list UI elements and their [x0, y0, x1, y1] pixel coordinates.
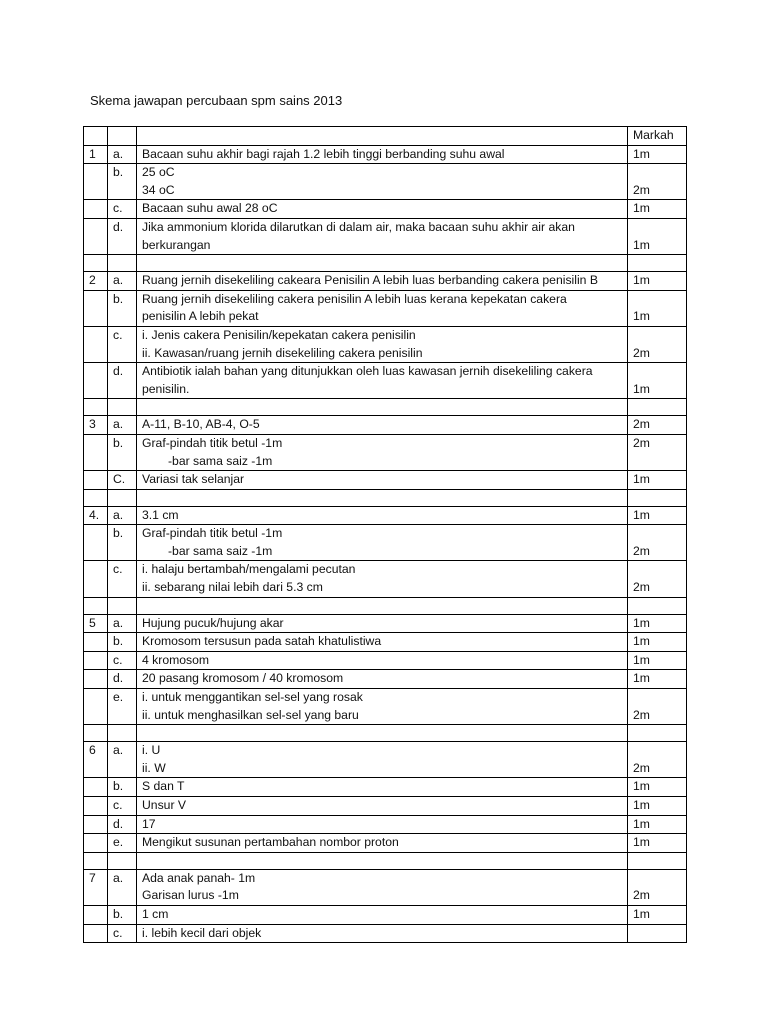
- answer-line: i. lebih kecil dari objek: [142, 925, 262, 940]
- table-row: [84, 164, 687, 200]
- blank-cell: [628, 399, 687, 416]
- sub-question-label: a.: [108, 614, 137, 633]
- question-number: 4.: [84, 506, 108, 525]
- blank-cell: [108, 255, 137, 272]
- answer-cell: [137, 434, 628, 470]
- sub-question-label: a.: [108, 506, 137, 525]
- answer-scheme-body: [84, 127, 687, 943]
- answer-cell: [137, 525, 628, 561]
- answer-line: 4 kromosom: [142, 652, 210, 667]
- answer-line: Hujung pucuk/hujung akar: [142, 615, 284, 630]
- table-row: [84, 778, 687, 797]
- blank-cell: [137, 725, 628, 742]
- question-number: 1: [84, 145, 108, 164]
- answer-line: -bar sama saiz -1m: [168, 453, 273, 468]
- mark-cell: 1m: [628, 670, 687, 689]
- answer-cell: [137, 689, 628, 725]
- answer-scheme-table: [83, 126, 687, 943]
- question-number: [84, 778, 108, 797]
- question-number: 7: [84, 869, 108, 905]
- answer-cell: [137, 326, 628, 362]
- table-row: [84, 326, 687, 362]
- answer-line: ii. untuk menghasilkan sel-sel yang baru: [142, 707, 359, 722]
- answer-line: Bacaan suhu awal 28 oC: [142, 201, 278, 216]
- sub-question-label: a.: [108, 145, 137, 164]
- blank-cell: [108, 852, 137, 869]
- sub-question-label: b.: [108, 778, 137, 797]
- blank-separator-row: [84, 489, 687, 506]
- header-question-number: [84, 127, 108, 146]
- blank-cell: [84, 255, 108, 272]
- blank-cell: [84, 725, 108, 742]
- blank-separator-row: [84, 597, 687, 614]
- blank-cell: [628, 852, 687, 869]
- answer-cell: [137, 218, 628, 254]
- answer-line: Antibiotik ialah bahan yang ditunjukkan oleh luas kawasan jernih disekeliling cakera: [142, 364, 593, 379]
- answer-cell: [137, 290, 628, 326]
- blank-separator-row: [84, 725, 687, 742]
- question-number: [84, 471, 108, 490]
- answer-line: Ada anak panah- 1m: [142, 870, 256, 885]
- answer-cell: [137, 869, 628, 905]
- question-number: [84, 924, 108, 943]
- answer-line: Graf-pindah titik betul -1m: [142, 526, 283, 541]
- mark-cell: 2m: [628, 561, 687, 597]
- mark-cell: 1m: [628, 815, 687, 834]
- blank-cell: [108, 597, 137, 614]
- answer-line: i. Jenis cakera Penisilin/kepekatan cakera penisilin: [142, 327, 416, 342]
- mark-cell: 1m: [628, 797, 687, 816]
- sub-question-label: e.: [108, 834, 137, 853]
- table-row: [84, 689, 687, 725]
- mark-cell: 1m: [628, 218, 687, 254]
- mark-cell: 1m: [628, 363, 687, 399]
- answer-cell: [137, 815, 628, 834]
- answer-line: Kromosom tersusun pada satah khatulistiwa: [142, 634, 382, 649]
- answer-line: penisilin A lebih pekat: [142, 309, 259, 324]
- table-row: [84, 905, 687, 924]
- mark-cell: 1m: [628, 506, 687, 525]
- sub-question-label: b.: [108, 633, 137, 652]
- answer-line: Jika ammonium klorida dilarutkan di dalam air, maka bacaan suhu akhir air akan: [142, 219, 575, 234]
- blank-cell: [108, 725, 137, 742]
- mark-cell: 1m: [628, 290, 687, 326]
- answer-line: ii. Kawasan/ruang jernih disekeliling cakera penisilin: [142, 345, 423, 360]
- blank-cell: [137, 255, 628, 272]
- sub-question-label: b.: [108, 525, 137, 561]
- question-number: 3: [84, 416, 108, 435]
- table-row: [84, 506, 687, 525]
- blank-cell: [628, 597, 687, 614]
- question-number: [84, 797, 108, 816]
- blank-cell: [628, 255, 687, 272]
- question-number: 5: [84, 614, 108, 633]
- mark-cell: 1m: [628, 471, 687, 490]
- answer-cell: [137, 651, 628, 670]
- mark-cell: 1m: [628, 272, 687, 291]
- blank-cell: [137, 852, 628, 869]
- document-title: Skema jawapan percubaan spm sains 2013: [90, 93, 343, 108]
- answer-cell: [137, 363, 628, 399]
- answer-cell: [137, 506, 628, 525]
- sub-question-label: c.: [108, 561, 137, 597]
- sub-question-label: d.: [108, 218, 137, 254]
- question-number: [84, 834, 108, 853]
- table-row: [84, 651, 687, 670]
- mark-cell: 1m: [628, 778, 687, 797]
- mark-cell: 2m: [628, 434, 687, 470]
- sub-question-label: d.: [108, 815, 137, 834]
- answer-line: Bacaan suhu akhir bagi rajah 1.2 lebih tinggi berbanding suhu awal: [142, 146, 505, 161]
- table-row: [84, 416, 687, 435]
- sub-question-label: c.: [108, 326, 137, 362]
- blank-cell: [84, 399, 108, 416]
- answer-line: 34 oC: [142, 182, 175, 197]
- sub-question-label: c.: [108, 651, 137, 670]
- table-row: [84, 815, 687, 834]
- answer-line: 17: [142, 816, 156, 831]
- sub-question-label: c.: [108, 200, 137, 219]
- header-mark: Markah: [628, 127, 687, 146]
- question-number: [84, 633, 108, 652]
- table-row: [84, 924, 687, 943]
- blank-cell: [137, 489, 628, 506]
- answer-line: berkurangan: [142, 237, 211, 252]
- table-row: [84, 614, 687, 633]
- blank-cell: [137, 597, 628, 614]
- sub-question-label: d.: [108, 670, 137, 689]
- sub-question-label: e.: [108, 689, 137, 725]
- table-row: [84, 834, 687, 853]
- blank-cell: [137, 399, 628, 416]
- answer-cell: [137, 614, 628, 633]
- sub-question-label: a.: [108, 416, 137, 435]
- answer-cell: [137, 742, 628, 778]
- mark-cell: 2m: [628, 742, 687, 778]
- answer-cell: [137, 633, 628, 652]
- table-row: [84, 633, 687, 652]
- blank-separator-row: [84, 852, 687, 869]
- table-row: [84, 200, 687, 219]
- table-row: [84, 218, 687, 254]
- answer-line: Ruang jernih disekeliling cakeara Penisilin A lebih luas berbanding cakera penisilin B: [142, 273, 598, 288]
- mark-cell: 1m: [628, 633, 687, 652]
- question-number: [84, 561, 108, 597]
- answer-line: 25 oC: [142, 165, 175, 180]
- blank-cell: [84, 852, 108, 869]
- table-row: [84, 363, 687, 399]
- question-number: [84, 651, 108, 670]
- answer-line: 3.1 cm: [142, 507, 179, 522]
- mark-cell: 2m: [628, 416, 687, 435]
- sub-question-label: d.: [108, 363, 137, 399]
- table-row: [84, 742, 687, 778]
- answer-line: Graf-pindah titik betul -1m: [142, 435, 283, 450]
- answer-cell: [137, 905, 628, 924]
- question-number: [84, 689, 108, 725]
- mark-cell: 1m: [628, 614, 687, 633]
- answer-cell: [137, 834, 628, 853]
- mark-cell: 1m: [628, 145, 687, 164]
- mark-cell: 2m: [628, 689, 687, 725]
- answer-line: -bar sama saiz -1m: [168, 543, 273, 558]
- blank-cell: [628, 725, 687, 742]
- table-row: [84, 869, 687, 905]
- answer-cell: [137, 471, 628, 490]
- blank-cell: [628, 489, 687, 506]
- table-row: [84, 561, 687, 597]
- answer-line: i. U: [142, 743, 161, 758]
- table-row: [84, 272, 687, 291]
- answer-cell: [137, 272, 628, 291]
- question-number: 2: [84, 272, 108, 291]
- answer-line: ii. W: [142, 760, 166, 775]
- table-row: [84, 670, 687, 689]
- answer-cell: [137, 164, 628, 200]
- table-row: [84, 145, 687, 164]
- answer-line: penisilin.: [142, 381, 190, 396]
- answer-cell: [137, 778, 628, 797]
- question-number: [84, 434, 108, 470]
- sub-question-label: a.: [108, 272, 137, 291]
- blank-cell: [84, 597, 108, 614]
- answer-cell: [137, 670, 628, 689]
- mark-cell: 1m: [628, 834, 687, 853]
- sub-question-label: b.: [108, 434, 137, 470]
- sub-question-label: c.: [108, 797, 137, 816]
- sub-question-label: b.: [108, 290, 137, 326]
- mark-cell: [628, 924, 687, 943]
- answer-line: S dan T: [142, 779, 185, 794]
- answer-cell: [137, 416, 628, 435]
- answer-line: ii. sebarang nilai lebih dari 5.3 cm: [142, 580, 323, 595]
- answer-line: Garisan lurus -1m: [142, 888, 239, 903]
- mark-cell: 1m: [628, 200, 687, 219]
- question-number: [84, 200, 108, 219]
- table-header-row: [84, 127, 687, 146]
- table-row: [84, 471, 687, 490]
- question-number: [84, 670, 108, 689]
- sub-question-label: a.: [108, 742, 137, 778]
- question-number: [84, 164, 108, 200]
- answer-line: Ruang jernih disekeliling cakera penisilin A lebih luas kerana kepekatan cakera: [142, 291, 567, 306]
- question-number: [84, 525, 108, 561]
- sub-question-label: C.: [108, 471, 137, 490]
- table-row: [84, 434, 687, 470]
- table-row: [84, 797, 687, 816]
- answer-cell: [137, 797, 628, 816]
- answer-line: 1 cm: [142, 906, 169, 921]
- mark-cell: 2m: [628, 164, 687, 200]
- question-number: [84, 218, 108, 254]
- answer-line: Mengikut susunan pertambahan nombor proton: [142, 835, 399, 850]
- answer-cell: [137, 561, 628, 597]
- question-number: [84, 326, 108, 362]
- answer-line: A-11, B-10, AB-4, O-5: [142, 417, 260, 432]
- sub-question-label: b.: [108, 905, 137, 924]
- sub-question-label: c.: [108, 924, 137, 943]
- header-sub-question: [108, 127, 137, 146]
- answer-cell: [137, 924, 628, 943]
- mark-cell: 2m: [628, 869, 687, 905]
- answer-line: i. halaju bertambah/mengalami pecutan: [142, 562, 356, 577]
- blank-cell: [108, 399, 137, 416]
- blank-separator-row: [84, 255, 687, 272]
- answer-line: Unsur V: [142, 798, 187, 812]
- question-number: [84, 363, 108, 399]
- blank-separator-row: [84, 399, 687, 416]
- answer-cell: [137, 200, 628, 219]
- mark-cell: 1m: [628, 651, 687, 670]
- answer-line: i. untuk menggantikan sel-sel yang rosak: [142, 690, 363, 705]
- mark-cell: 1m: [628, 905, 687, 924]
- question-number: [84, 905, 108, 924]
- question-number: [84, 815, 108, 834]
- sub-question-label: b.: [108, 164, 137, 200]
- blank-cell: [84, 489, 108, 506]
- mark-cell: 2m: [628, 326, 687, 362]
- question-number: [84, 290, 108, 326]
- header-answer: [137, 127, 628, 146]
- table-row: [84, 525, 687, 561]
- mark-cell: 2m: [628, 525, 687, 561]
- answer-cell: [137, 145, 628, 164]
- table-row: [84, 290, 687, 326]
- blank-cell: [108, 489, 137, 506]
- sub-question-label: a.: [108, 869, 137, 905]
- question-number: 6: [84, 742, 108, 778]
- answer-line: Variasi tak selanjar: [142, 472, 245, 487]
- answer-line: 20 pasang kromosom / 40 kromosom: [142, 671, 344, 686]
